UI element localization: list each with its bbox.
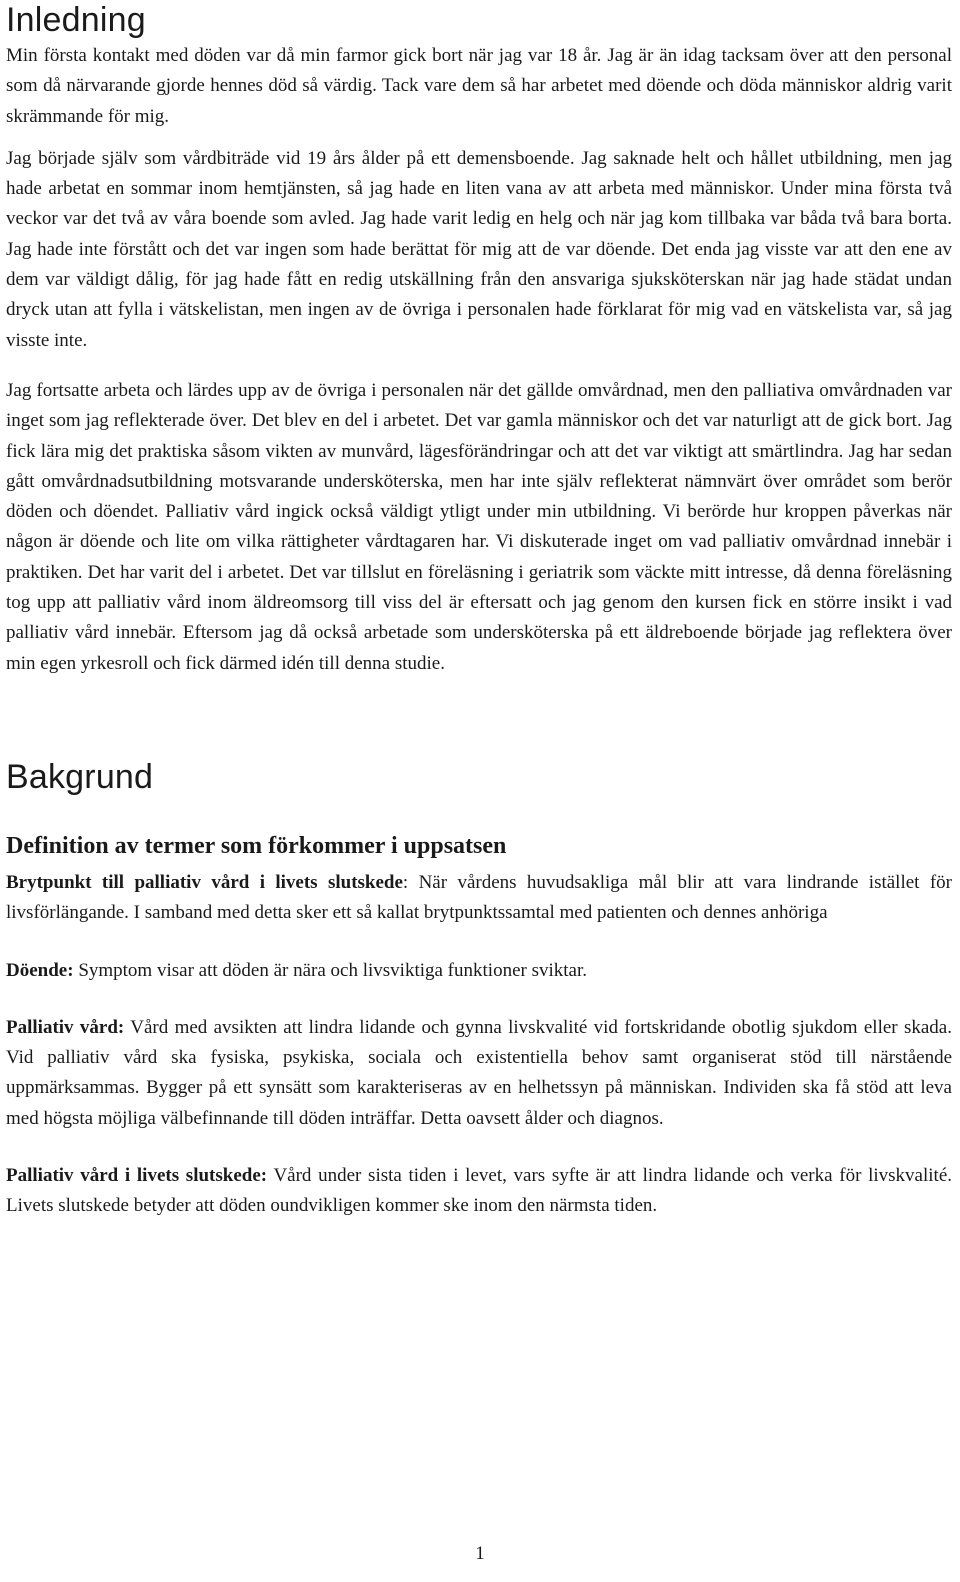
intro-paragraph-1: Min första kontakt med döden var då min farmor gick bort när jag var 18 år. Jag är än idag tacksam över att den personal som då närvarande gjorde hennes död så värdig. Tack vare dem så har arbetet med döende och döda människor aldrig varit skrämmande för mig.: [6, 45, 952, 127]
section-heading-bakgrund: Bakgrund: [6, 757, 154, 796]
section-heading-inledning: Inledning: [6, 1, 146, 39]
definition-palliativ-vard-slutskede: [6, 1161, 952, 1222]
definition-term: Palliativ vård i livets slutskede:: [6, 1165, 268, 1187]
definition-text: Vård under sista tiden i levet, vars syfte är att lindra lidande och verka för livskvalité. Livets slutskede betyder att döden oundvikligen kommer ske inom den närmsta tiden.: [6, 1165, 953, 1217]
intro-paragraph-3: Jag fortsatte arbeta och lärdes upp av de övriga i personalen när det gällde omvårdnad, men den palliativa omvårdnaden var inget som jag reflekterade över. Det blev en del i arbetet. Det var gamla människor och det var naturligt att de gick bort. Jag fick lära mig det praktiska såsom vikten av munvård, lägesförändringar och att det var viktigt att smärtlindra. Jag har sedan gått omvårdnadsutbildning motsvarande undersköterska, men har inte själv reflekterat nämnvärt över området som berör döden och döendet. Palliativ vård ingick också väldigt ytligt under min utbildning. Vi berörde hur kroppen påverkas när någon är döende och lite om vilka rättigheter vårdtagaren har. Vi diskuterade inget om vad palliativ omvårdnad innebär i praktiken. Det har varit del i arbetet. Det var tillslut en föreläsning i geriatrik som väckte mitt intresse, då denna föreläsning tog upp att palliativ vård inom äldreomsorg till viss del är eftersatt och jag genom den kursen fick en större insikt i vad palliativ vård innebär. Eftersom jag då också arbetade som undersköterska på ett äldreboende började jag reflektera över min egen yrkesroll och fick därmed idén till denna studie.: [6, 379, 952, 674]
definition-term: Brytpunkt till palliativ vård i livets slutskede: [6, 871, 403, 893]
definition-term: Döende:: [6, 959, 74, 981]
definition-term: Palliativ vård:: [6, 1016, 125, 1038]
definition-palliativ-vard: [6, 1013, 952, 1134]
subsection-heading-definitions: Definition av termer som förkommer i uppsatsen: [6, 832, 507, 859]
definition-doende: [6, 956, 952, 986]
definition-text: Symptom visar att döden är nära och livsviktiga funktioner sviktar.: [73, 959, 587, 981]
definition-separator: :: [402, 871, 409, 893]
page-number: 1: [475, 1543, 485, 1564]
definition-text: När vårdens huvudsakliga mål blir att vara lindrande istället för livsförlängande. I samband med detta sker ett så kallat brytpunktssamtal med patienten och dennes anhöriga: [6, 871, 952, 924]
intro-paragraph-2: Jag började själv som vårdbiträde vid 19 års ålder på ett demensboende. Jag saknade helt och hållet utbildning, men jag hade arbetat en sommar inom hemtjänsten, så jag hade en liten vana av att arbeta med människor. Under mina första två veckor var det två av våra boende som avled. Jag hade varit ledig en helg och när jag kom tillbaka var båda två bara borta. Jag hade inte förstått och det var ingen som hade berättat för mig att de var döende. Det enda jag visste var att den ene av dem var väldigt dålig, för jag hade fått en redig utskällning från den ansvariga sjuksköterskan när jag hade städat undan dryck utan att fylla i vätskelistan, men ingen av de övriga i personalen hade förklarat för mig vad en vätskelista var, så jag visste inte.: [6, 147, 952, 351]
document-page: [6, 0, 952, 1222]
definition-text: Vård med avsikten att lindra lidande och gynna livskvalité vid fortskridande obotlig sjukdom eller skada. Vid palliativ vård ska fysiska, psykiska, sociala och existentiella behov samt organiserat stöd till närstående uppmärksammas. Bygger på ett synsätt som karakteriseras av en helhetssyn på människan. Individen ska få stöd att leva med högsta möjliga välbefinnande till döden inträffar. Detta oavsett ålder och diagnos.: [6, 1016, 952, 1129]
definition-brytpunkt: [6, 868, 952, 929]
